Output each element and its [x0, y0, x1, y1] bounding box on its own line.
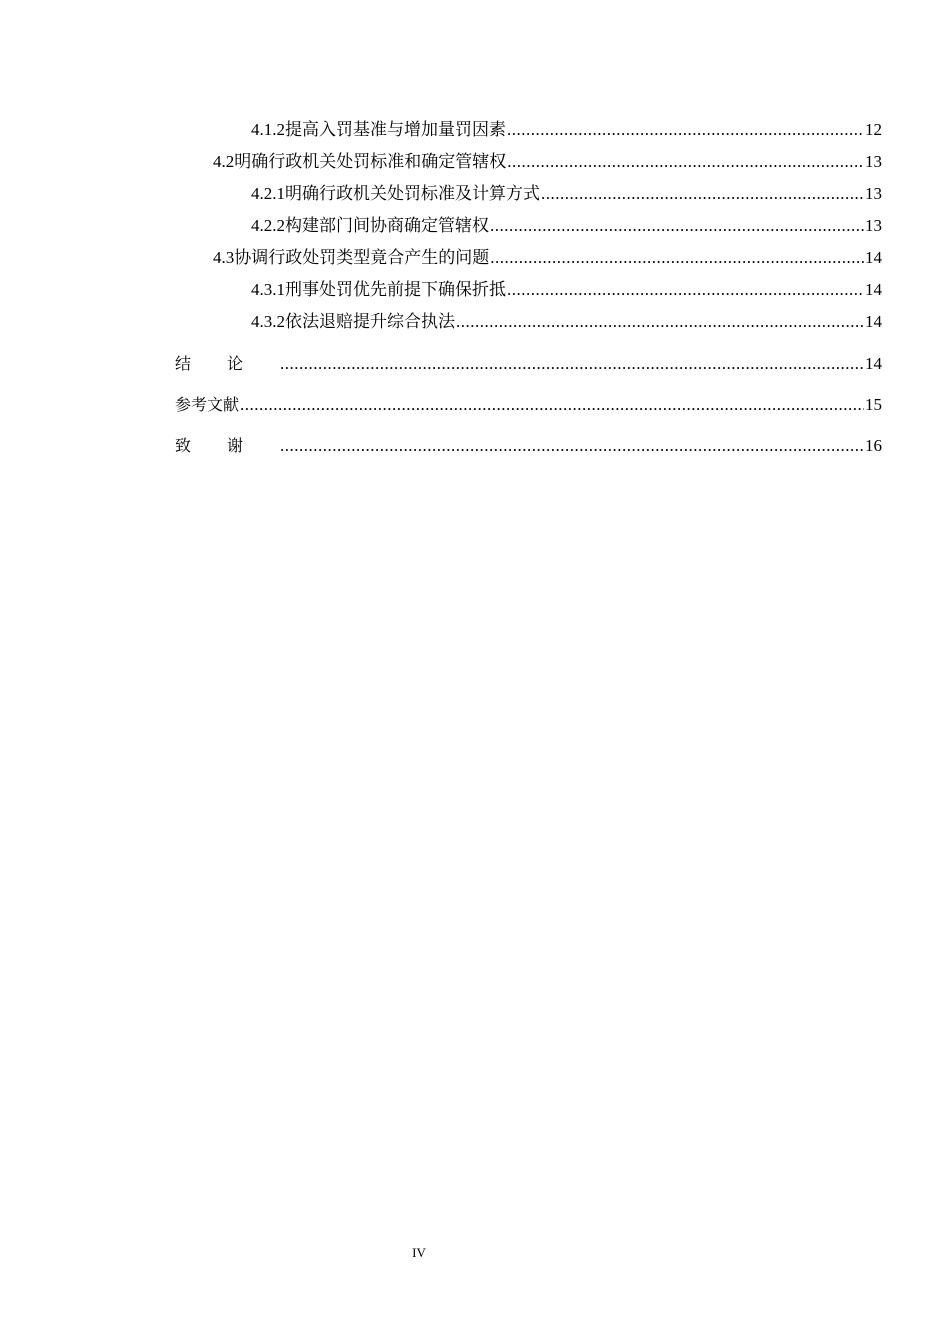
toc-entry-title: 提高入罚基准与增加量罚因素 [285, 120, 506, 139]
toc-entry-page: 13 [865, 216, 882, 235]
toc-entry-page: 14 [865, 248, 882, 267]
toc-entry-page: 14 [865, 280, 882, 299]
toc-entry-acknowledgements[interactable] [175, 435, 882, 457]
toc-entry-page: 13 [865, 184, 882, 203]
toc-entry-4-3-1[interactable] [251, 279, 882, 301]
toc-entry-4-2[interactable] [213, 151, 882, 173]
toc-entry-number: 4.1.2 [251, 120, 285, 139]
toc-entry-number: 4.2 [213, 152, 235, 171]
toc-entry-title: 致谢 [175, 436, 280, 455]
toc-entry-page: 12 [865, 120, 882, 139]
toc-entry-title: 明确行政机关处罚标准及计算方式 [285, 184, 540, 203]
dot-leader [280, 435, 864, 457]
toc-entry-number: 4.2.2 [251, 216, 285, 235]
dot-leader [507, 119, 864, 141]
toc-entry-page: 13 [865, 152, 882, 171]
toc-entry-number: 4.3.1 [251, 280, 285, 299]
toc-entry-number: 4.3 [213, 248, 235, 267]
dot-leader [507, 279, 864, 301]
toc-entry-title: 刑事处罚优先前提下确保折抵 [285, 280, 506, 299]
toc-entry-page: 14 [865, 312, 882, 331]
toc-entry-page: 15 [865, 395, 882, 414]
toc-entry-title: 构建部门间协商确定管辖权 [285, 216, 489, 235]
toc-entry-references[interactable] [175, 394, 882, 416]
dot-leader [240, 394, 864, 416]
dot-leader [541, 183, 864, 205]
dot-leader [490, 247, 864, 269]
toc-entry-4-1-2[interactable] [251, 119, 882, 141]
toc-entry-title: 明确行政机关处罚标准和确定管辖权 [234, 152, 507, 171]
dot-leader [507, 151, 864, 173]
toc-entry-conclusion[interactable] [175, 353, 882, 375]
page-footer [0, 1244, 838, 1262]
toc-entry-4-2-1[interactable] [251, 183, 882, 205]
dot-leader [456, 311, 864, 333]
toc-entry-title: 结论 [175, 354, 280, 373]
dot-leader [490, 215, 864, 237]
toc-entry-number: 4.3.2 [251, 312, 285, 331]
dot-leader [280, 353, 864, 375]
toc-entry-4-3-2[interactable] [251, 311, 882, 333]
toc-entry-4-2-2[interactable] [251, 215, 882, 237]
toc-entry-title: 依法退赔提升综合执法 [285, 312, 455, 331]
toc-entry-4-3[interactable] [213, 247, 882, 269]
page-number: IV [412, 1245, 426, 1260]
toc-entry-title: 协调行政处罚类型竟合产生的问题 [234, 248, 490, 267]
toc-entry-number: 4.2.1 [251, 184, 285, 203]
toc-entry-page: 14 [865, 354, 882, 373]
toc-entry-title: 参考文献 [175, 395, 240, 414]
toc-entry-page: 16 [865, 436, 882, 455]
